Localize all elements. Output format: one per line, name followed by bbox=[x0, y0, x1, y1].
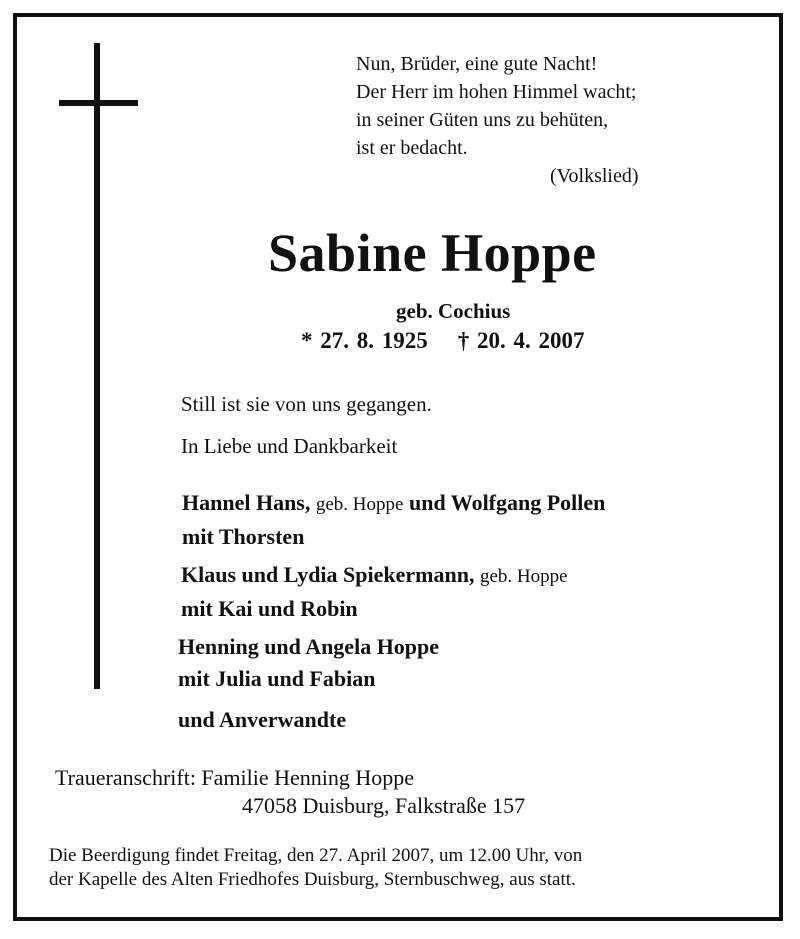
poem-source: (Volkslied) bbox=[550, 165, 639, 187]
death-date: † 20. 4. 2007 bbox=[457, 328, 585, 353]
mourner-relatives: und Anverwandte bbox=[178, 707, 347, 732]
cross-icon bbox=[94, 43, 100, 689]
mourning-address: Traueranschrift: Familie Henning Hoppe bbox=[55, 765, 415, 790]
maiden-name: geb. Cochius bbox=[396, 299, 511, 323]
mourner-children: mit Thorsten bbox=[182, 524, 305, 549]
mourning-address-street: 47058 Duisburg, Falkstraße 157 bbox=[242, 793, 526, 818]
mourner-name: und Wolfgang Pollen bbox=[408, 490, 606, 515]
mourner-children: mit Kai und Robin bbox=[181, 596, 358, 621]
funeral-info: Die Beerdigung findet Freitag, den 27. April 2007, um 12.00 Uhr, von bbox=[49, 845, 583, 866]
poem-line: Nun, Brüder, eine gute Nacht! bbox=[356, 53, 598, 75]
mourner-name: Klaus und Lydia Spiekermann, bbox=[181, 562, 475, 587]
mourner-note: geb. Hoppe bbox=[479, 566, 568, 587]
mourner-family bbox=[181, 559, 568, 625]
intro-line: Still ist sie von uns gegangen. bbox=[181, 392, 432, 416]
poem-line: Der Herr im hohen Himmel wacht; bbox=[356, 81, 637, 103]
mourner-note: geb. Hoppe bbox=[315, 494, 404, 515]
mourner-family bbox=[182, 487, 605, 553]
mourner-family bbox=[178, 631, 439, 695]
poem-line: ist er bedacht. bbox=[356, 137, 468, 159]
mourner-children: mit Julia und Fabian bbox=[178, 666, 376, 691]
dedication-line: In Liebe und Dankbarkeit bbox=[181, 434, 398, 458]
deceased-name: Sabine Hoppe bbox=[268, 223, 597, 283]
birth-date: * 27. 8. 1925 bbox=[301, 328, 428, 353]
mourner-name: Hannel Hans, bbox=[182, 490, 311, 515]
funeral-info-location: der Kapelle des Alten Friedhofes Duisburg, Sternbuschweg, aus statt. bbox=[49, 869, 576, 890]
poem-line: in seiner Güten uns zu behüten, bbox=[356, 109, 609, 131]
mourner-name: Henning und Angela Hoppe bbox=[178, 634, 440, 659]
life-dates bbox=[301, 328, 585, 354]
poem bbox=[356, 50, 636, 162]
cross-icon-bar bbox=[59, 100, 138, 106]
